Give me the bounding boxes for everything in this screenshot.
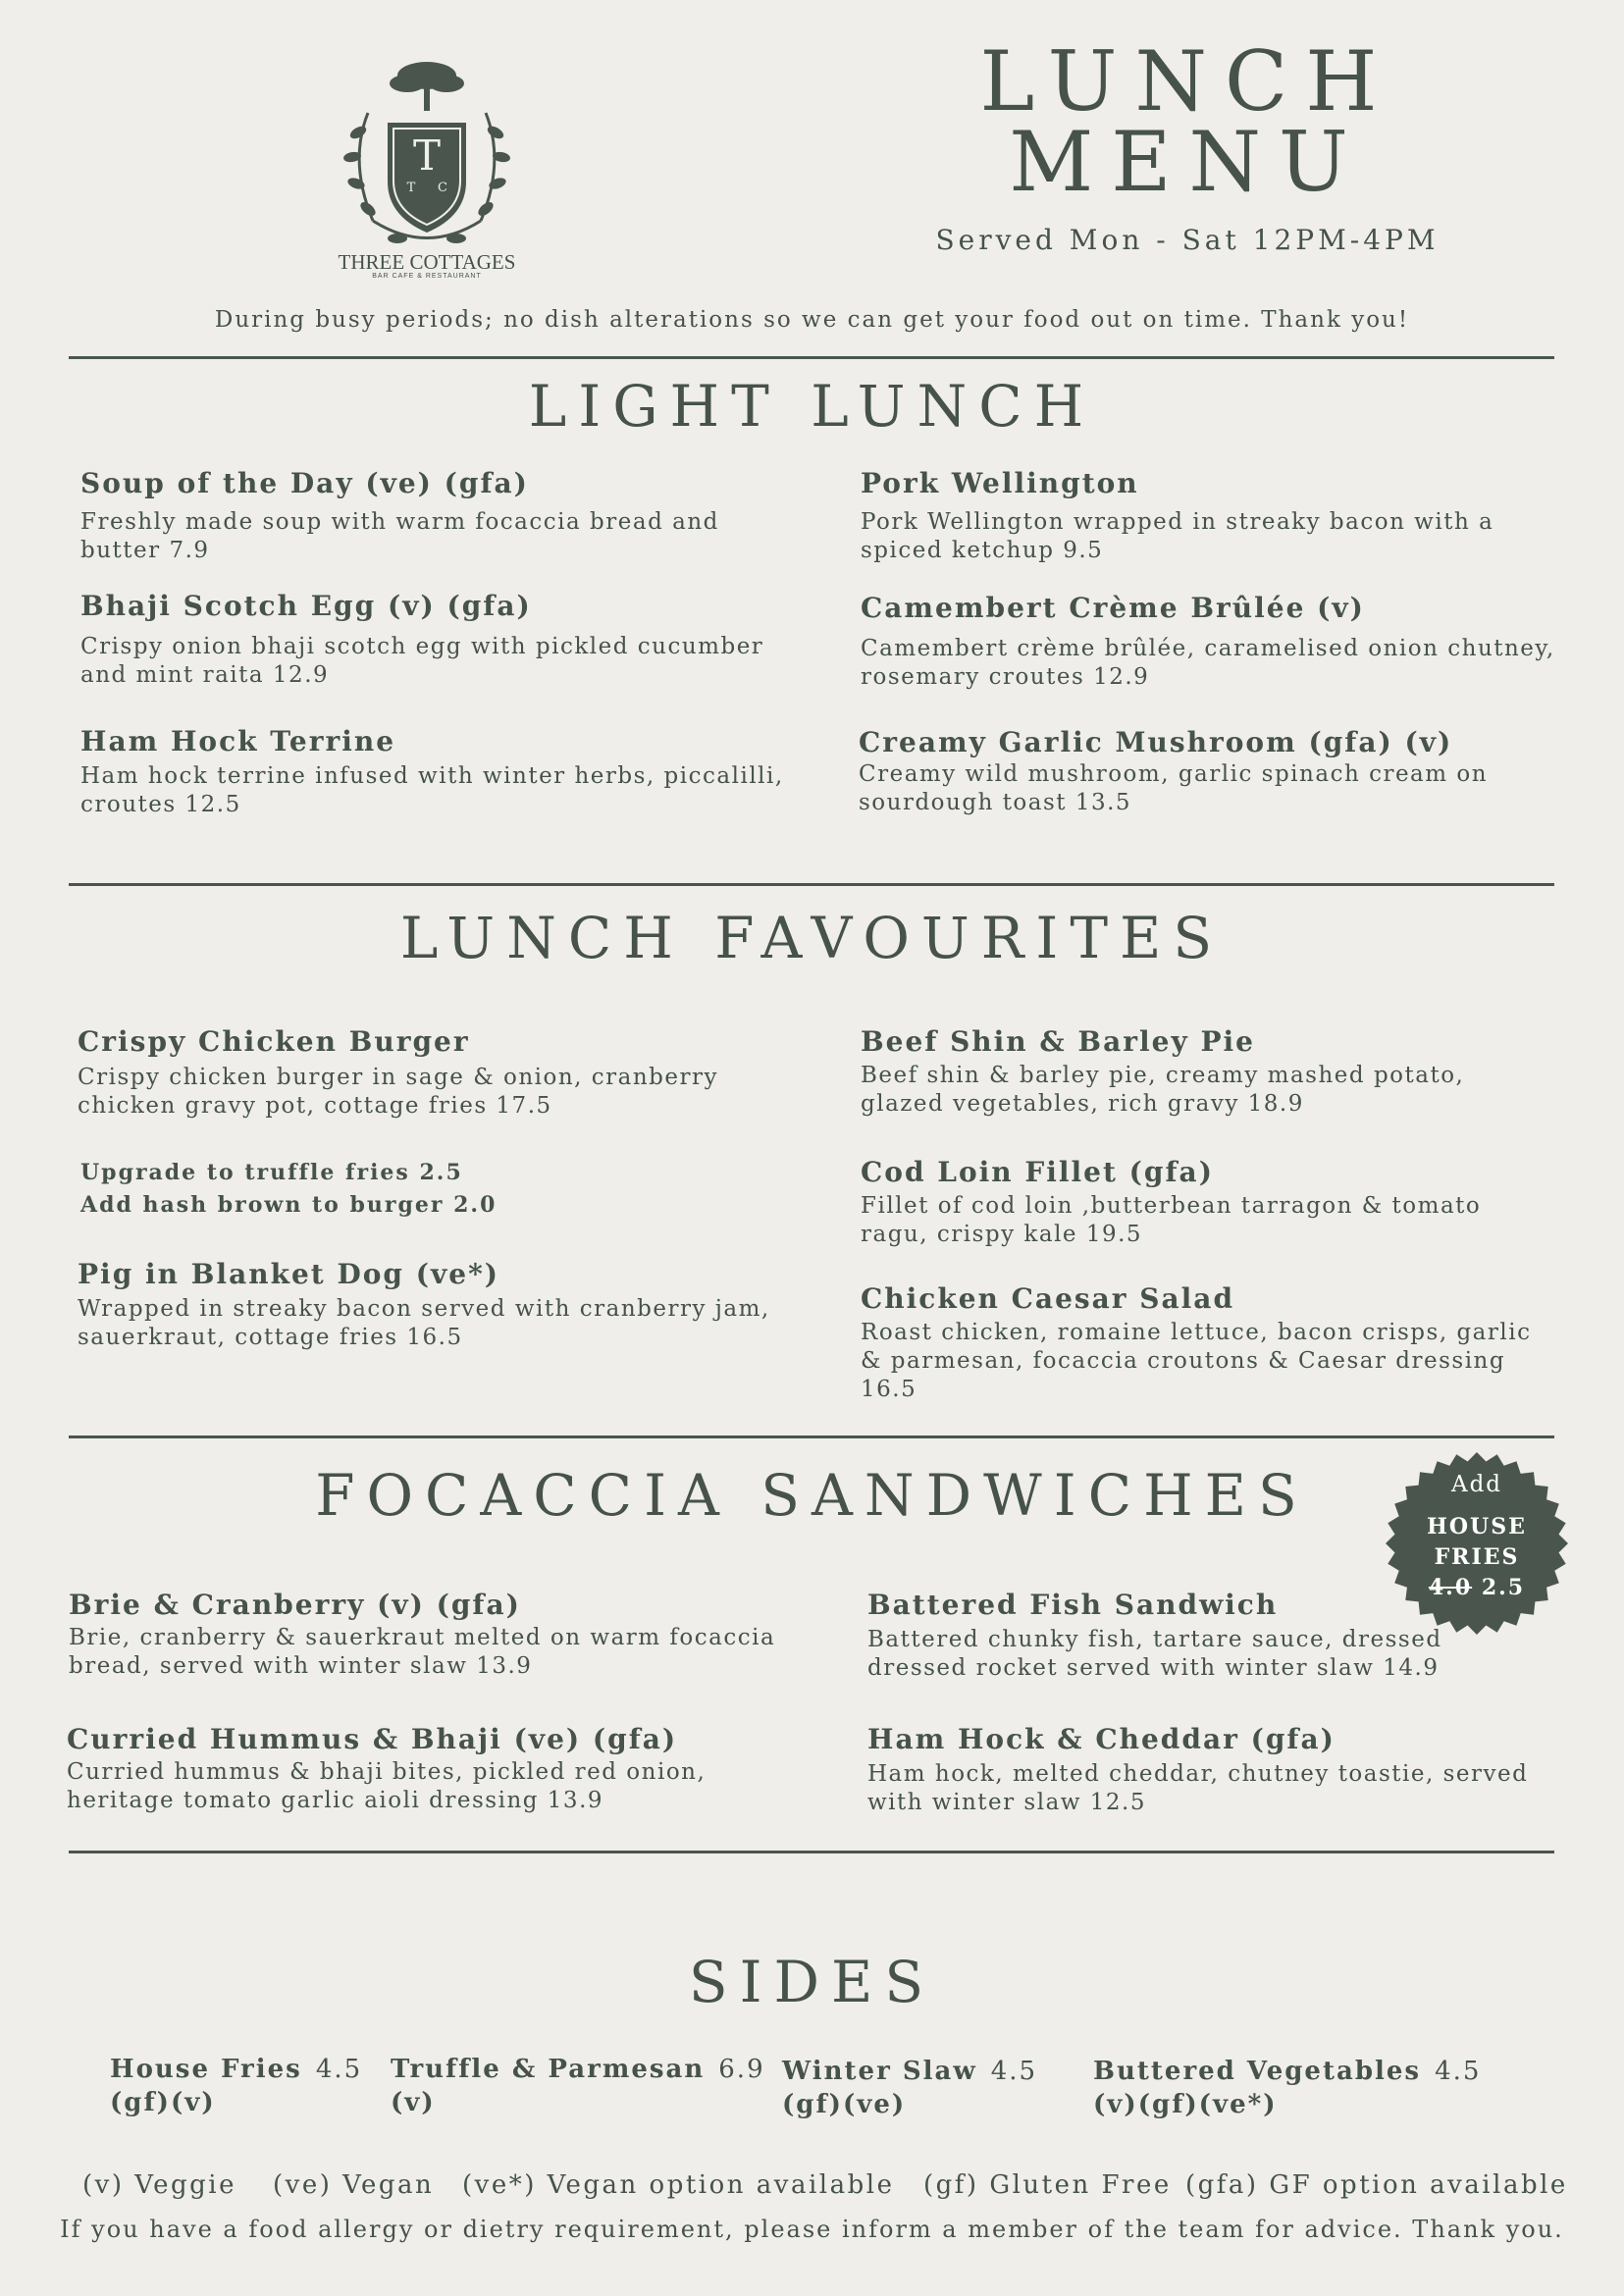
menu-item-desc: Creamy wild mushroom, garlic spinach cream on sourdough toast 13.5 <box>859 761 1489 815</box>
side-item <box>391 2053 765 2119</box>
menu-item-name: Bhaji Scotch Egg (v) (gfa) <box>80 590 532 622</box>
page-title <box>883 33 1492 210</box>
served-hours: Served Mon - Sat 12PM-4PM <box>935 224 1440 256</box>
monogram-right: C <box>438 181 447 195</box>
side-item-name: Buttered Vegetables <box>1093 2057 1422 2086</box>
menu-item-desc: Ham hock terrine infused with winter herbs, piccalilli, croutes 12.5 <box>80 763 784 817</box>
section-title-light-lunch: LIGHT LUNCH <box>528 373 1096 440</box>
badge-new-price: 2.5 <box>1481 1575 1526 1600</box>
title-line-2: MENU <box>1009 114 1366 210</box>
menu-item-name: Camembert Crème Brûlée (v) <box>861 592 1365 624</box>
badge-line-1: HOUSE <box>1427 1514 1527 1539</box>
section-title-lunch-favourites: LUNCH FAVOURITES <box>399 905 1225 971</box>
badge-old-price: 4.0 <box>1428 1575 1473 1600</box>
legend-vegan-option: (ve*) Vegan option available <box>462 2170 895 2200</box>
side-item <box>1093 2055 1481 2121</box>
menu-item-name: Creamy Garlic Mushroom (gfa) (v) <box>859 726 1453 758</box>
badge-add-label: Add <box>1450 1472 1503 1497</box>
menu-item-name: Beef Shin & Barley Pie <box>861 1025 1255 1058</box>
monogram-left: T <box>406 181 416 195</box>
legend-gluten-free: (gf) Gluten Free <box>923 2170 1172 2200</box>
allergy-note: If you have a food allergy or dietry requirement, please inform a member of the team for advice. Thank you. <box>60 2216 1564 2243</box>
menu-item-name: Ham Hock & Cheddar (gfa) <box>867 1723 1336 1755</box>
divider <box>69 1851 1554 1853</box>
menu-item-name: Brie & Cranberry (v) (gfa) <box>69 1589 521 1621</box>
monogram-t: T <box>412 131 442 180</box>
legend-gf-option: (gfa) GF option available <box>1185 2170 1568 2200</box>
badge-price <box>1384 1575 1570 1600</box>
brand-name: THREE COTTAGES <box>338 250 516 274</box>
menu-item-desc: Brie, cranberry & sauerkraut melted on warm focaccia bread, served with winter slaw 13.9 <box>69 1625 776 1679</box>
menu-item-desc: Curried hummus & bhaji bites, pickled red onion, heritage tomato garlic aioli dressing 13.9 <box>67 1759 707 1813</box>
side-item-name: House Fries <box>110 2055 302 2084</box>
tree-icon <box>390 62 464 111</box>
menu-item-desc: Battered chunky fish, tartare sauce, dressed dressed rocket served with winter slaw 14.9 <box>867 1627 1442 1681</box>
logo-crest <box>329 54 525 280</box>
menu-item-name: Pig in Blanket Dog (ve*) <box>78 1258 499 1290</box>
divider <box>69 356 1554 359</box>
menu-item-desc: Fillet of cod loin ,butterbean tarragon & tomato ragu, crispy kale 19.5 <box>861 1193 1482 1247</box>
side-item-price: 6.9 <box>718 2055 765 2084</box>
section-title-sides: SIDES <box>688 1949 936 2015</box>
menu-item-name: Ham Hock Terrine <box>80 725 396 757</box>
side-item-tags: (v)(gf)(ve*) <box>1093 2090 1278 2119</box>
menu-item-desc: Freshly made soup with warm focaccia bread and butter 7.9 <box>80 509 719 563</box>
divider <box>69 883 1554 886</box>
side-item-price: 4.5 <box>990 2057 1038 2086</box>
section-title-focaccia: FOCACCIA SANDWICHES <box>315 1462 1309 1529</box>
menu-item-desc: Ham hock, melted cheddar, chutney toastie, served with winter slaw 12.5 <box>867 1761 1529 1815</box>
menu-item-name: Soup of the Day (ve) (gfa) <box>80 467 529 499</box>
legend-veggie: (v) Veggie <box>82 2170 237 2200</box>
busy-notice: During busy periods; no dish alterations so we can get your food out on time. Thank you! <box>214 307 1410 333</box>
menu-item-desc: Pork Wellington wrapped in streaky bacon with a spiced ketchup 9.5 <box>861 509 1494 563</box>
menu-item-desc: Wrapped in streaky bacon served with cranberry jam, sauerkraut, cottage fries 16.5 <box>78 1296 770 1350</box>
menu-item-name: Curried Hummus & Bhaji (ve) (gfa) <box>67 1723 678 1755</box>
menu-item-name: Cod Loin Fillet (gfa) <box>861 1156 1214 1188</box>
side-item-name: Winter Slaw <box>782 2057 977 2086</box>
menu-item-desc: Roast chicken, romaine lettuce, bacon crisps, garlic & parmesan, focaccia croutons & Caesar dressing 16.5 <box>861 1320 1532 1402</box>
brand-subtitle: BAR CAFE & RESTAURANT <box>372 273 482 280</box>
legend-vegan: (ve) Vegan <box>273 2170 435 2200</box>
menu-item-desc: Crispy chicken burger in sage & onion, cranberry chicken gravy pot, cottage fries 17.5 <box>78 1065 718 1119</box>
menu-item-name: Pork Wellington <box>861 467 1139 499</box>
side-item-tags: (gf)(v) <box>110 2088 216 2117</box>
menu-item-desc: Camembert crème brûlée, caramelised onion chutney, rosemary croutes 12.9 <box>861 636 1555 690</box>
side-item-name: Truffle & Parmesan <box>391 2055 706 2084</box>
title-line-1: LUNCH <box>979 33 1395 130</box>
menu-item-desc: Beef shin & barley pie, creamy mashed potato, glazed vegetables, rich gravy 18.9 <box>861 1063 1465 1117</box>
side-item-tags: (v) <box>391 2088 436 2117</box>
menu-item-name: Chicken Caesar Salad <box>861 1282 1235 1315</box>
upgrade-option: Add hash brown to burger 2.0 <box>80 1192 498 1218</box>
divider <box>69 1435 1554 1438</box>
side-item-price: 4.5 <box>315 2055 363 2084</box>
side-item <box>782 2055 1037 2121</box>
side-item-price: 4.5 <box>1435 2057 1482 2086</box>
upgrade-option: Upgrade to truffle fries 2.5 <box>80 1160 463 1185</box>
side-item <box>110 2053 362 2119</box>
menu-item-name: Battered Fish Sandwich <box>867 1589 1279 1621</box>
badge-line-2: FRIES <box>1434 1544 1520 1570</box>
menu-item-desc: Crispy onion bhaji scotch egg with pickled cucumber and mint raita 12.9 <box>80 634 764 688</box>
side-item-tags: (gf)(ve) <box>782 2090 907 2119</box>
menu-item-name: Crispy Chicken Burger <box>78 1025 470 1058</box>
